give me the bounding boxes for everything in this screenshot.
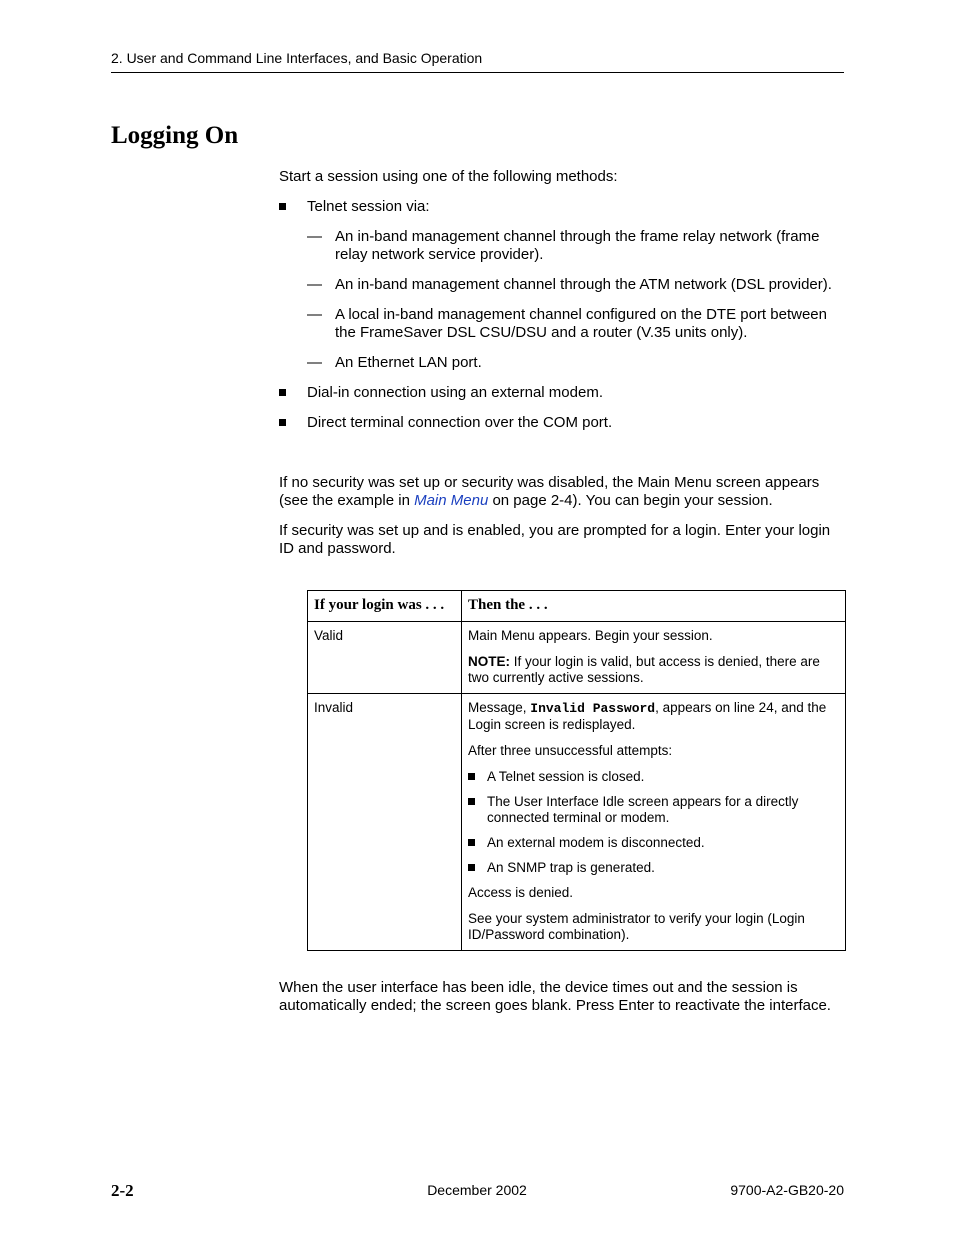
square-bullet-icon [468,773,475,780]
note-label: NOTE: [468,654,510,669]
list-item [468,860,839,876]
valid-line: Main Menu appears. Begin your session. [468,628,713,643]
bullet-text: Dial-in connection using an external modem. [307,384,603,401]
cell-invalid-result [462,694,846,951]
option-text: An in-band management channel through the frame relay network (frame relay network service provider). [335,228,820,263]
valid-note [468,654,839,686]
em-dash-icon: — [307,276,322,293]
document-number: 9700-A2-GB20-20 [730,1182,844,1198]
main-menu-link[interactable]: Main Menu [414,492,489,509]
list-item-text: An external modem is disconnected. [487,835,705,850]
list-item [468,835,839,851]
header-cell-login: If your login was . . . [308,591,462,622]
bullet-dial-in [279,384,845,402]
main-menu-paragraph [279,474,845,510]
telnet-option [279,276,845,294]
message-text: Message, [468,700,531,715]
list-item [468,769,839,785]
bullet-telnet [279,198,845,216]
telnet-option [279,306,845,342]
see-admin: See your system administrator to verify your login (Login ID/Password combination). [468,911,805,942]
telnet-option [279,228,845,264]
table-row-invalid [308,694,846,951]
option-text: An in-band management channel through the ATM network (DSL provider). [335,276,832,293]
access-denied: Access is denied. [468,885,574,900]
option-text: A local in-band management channel configured on the DTE port between the FrameSaver DSL CSU/DSU and a router (V.35 units only). [335,306,827,341]
square-bullet-icon [279,419,286,426]
cell-valid-label: Valid [308,622,462,694]
security-paragraph: If security was set up and is enabled, you are prompted for a login. Enter your login ID and password. [279,522,831,557]
list-item-text: The User Interface Idle screen appears for a directly connected terminal or modem. [487,794,799,825]
square-bullet-icon [468,798,475,805]
closing-paragraph: When the user interface has been idle, the device times out and the session is automatically ended; the screen goes blank. Press Enter to reactivate the interface. [279,979,831,1014]
body-column [279,168,845,570]
square-bullet-icon [279,203,286,210]
footer-date: December 2002 [427,1182,527,1198]
invalid-password-code: Invalid Password [530,701,656,716]
em-dash-icon: — [307,228,322,245]
page-number: 2-2 [111,1181,134,1200]
section-title: Logging On [111,122,239,149]
telnet-option [279,354,845,372]
em-dash-icon: — [307,354,322,371]
login-table [307,590,846,951]
em-dash-icon: — [307,306,322,323]
after-three-attempts: After three unsuccessful attempts: [468,743,673,758]
list-item [468,794,839,826]
cell-invalid-label: Invalid [308,694,462,951]
paragraph-text: If no security was set up or security was disabled, the Main Menu screen appears (see the example in [279,474,820,509]
bullet-text: Telnet session via: [307,198,430,215]
invalid-message [468,700,839,733]
table-row-valid [308,622,846,694]
table-header-row [308,591,846,622]
paragraph-text: on page 2-4). You can begin your session. [488,492,773,509]
square-bullet-icon [468,839,475,846]
square-bullet-icon [279,389,286,396]
bullet-text: Direct terminal connection over the COM port. [307,414,613,431]
note-text: If your login is valid, but access is denied, there are two currently active sessions. [468,654,820,685]
header-cell-then: Then the . . . [462,591,846,622]
message-text: , appears on line 24, and the Login screen is redisplayed. [468,700,827,732]
bullet-direct [279,414,845,432]
cell-valid-result [462,622,846,694]
square-bullet-icon [468,864,475,871]
list-item-text: A Telnet session is closed. [487,769,645,784]
intro-text: Start a session using one of the following methods: [279,168,618,185]
option-text: An Ethernet LAN port. [335,354,482,371]
list-item-text: An SNMP trap is generated. [487,860,655,875]
running-header: 2. User and Command Line Interfaces, and Basic Operation [111,50,844,73]
